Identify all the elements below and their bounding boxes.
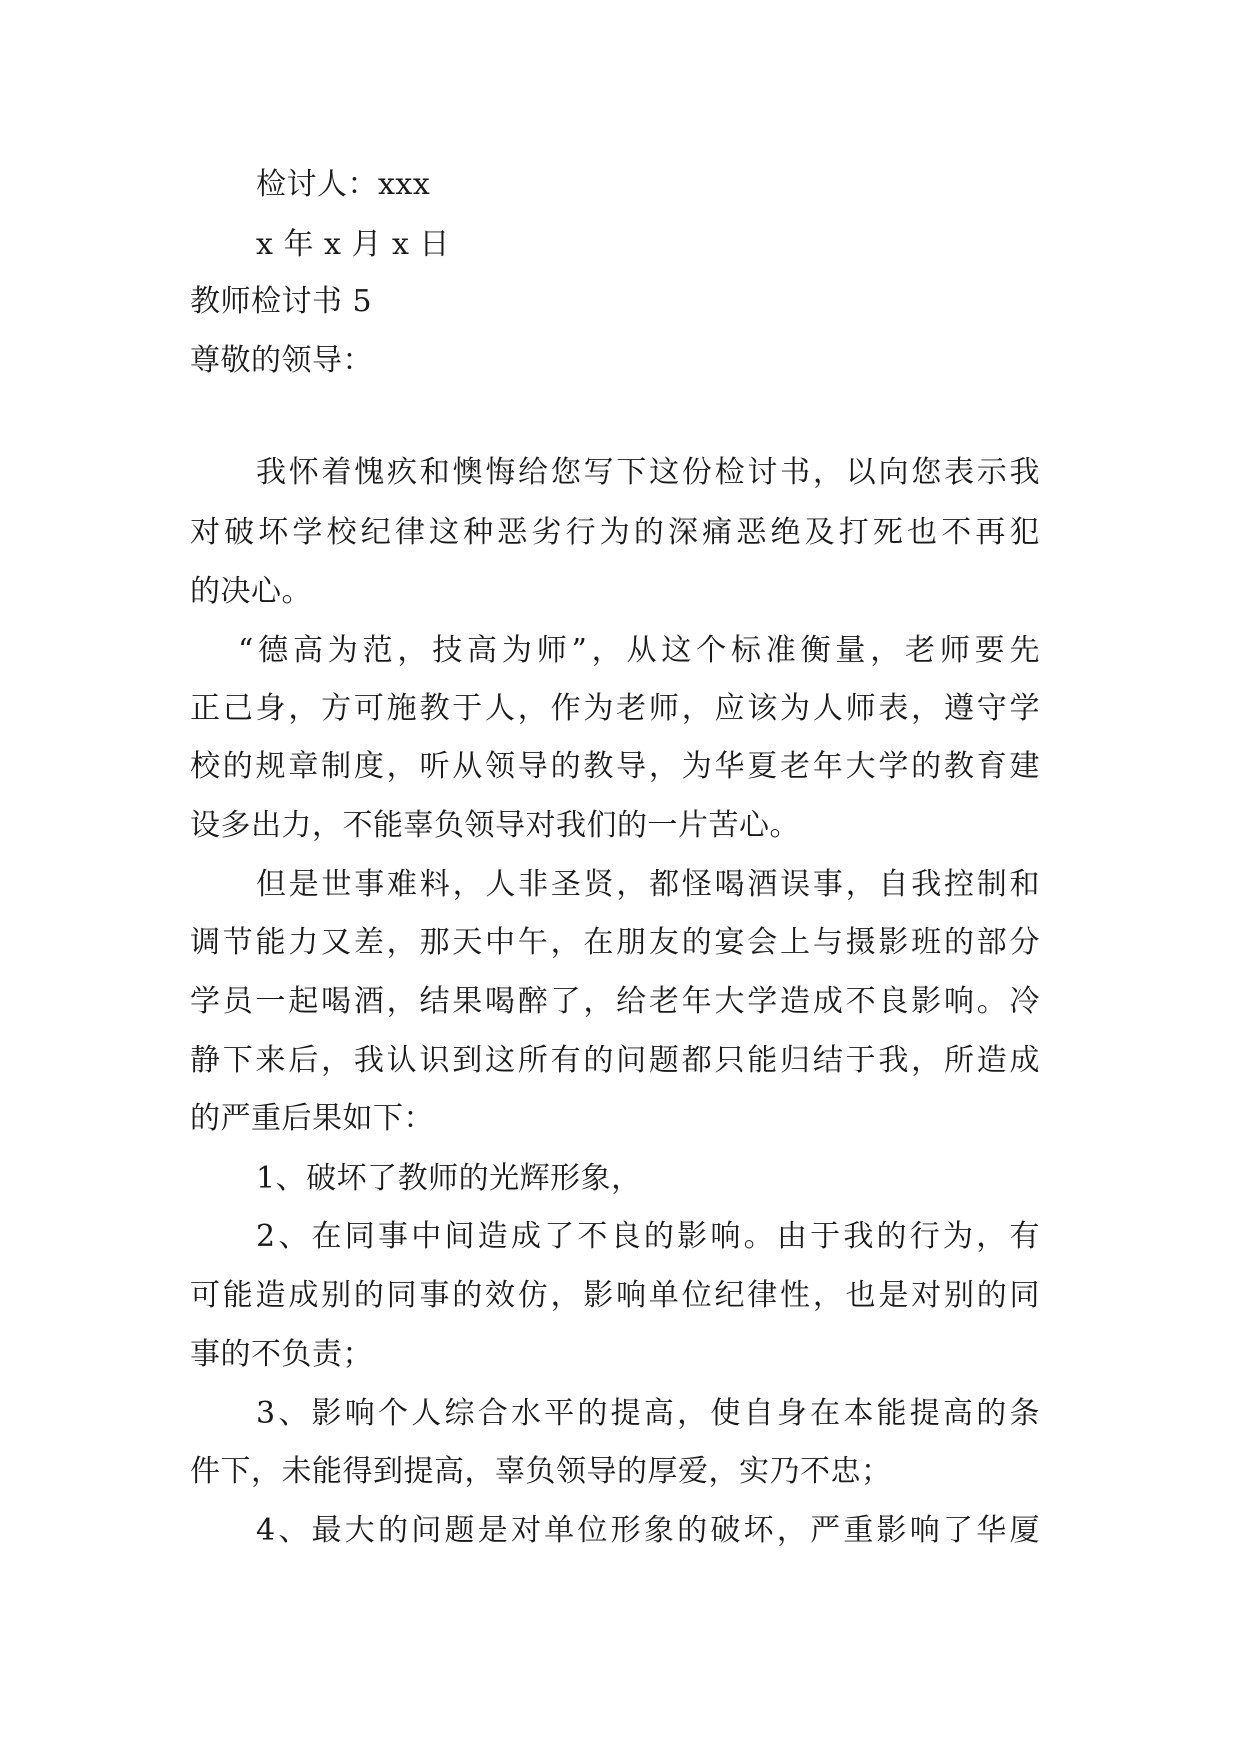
- document-title: 教师检讨书 5: [190, 284, 373, 319]
- body-line: 校的规章制度，听从领导的教导，为华夏老年大学的教育建: [190, 749, 1040, 784]
- body-line: 正己身，方可施教于人，作为老师，应该为人师表，遵守学: [190, 691, 1040, 726]
- body-line: 静下来后，我认识到这所有的问题都只能归结于我，所造成: [190, 1043, 1040, 1078]
- body-line: 的决心。: [190, 574, 312, 609]
- signature-date: x 年 x 月 x 日: [256, 227, 450, 262]
- reviewer-signature: 检讨人：xxx: [256, 167, 431, 202]
- consequence-item: 4、最大的问题是对单位形象的破坏，严重影响了华厦: [256, 1513, 1040, 1548]
- consequence-item: 2、在同事中间造成了不良的影响。由于我的行为，有: [256, 1219, 1040, 1254]
- body-line: 可能造成别的同事的效仿，影响单位纪律性，也是对别的同: [190, 1278, 1040, 1313]
- body-line: 事的不负责；: [190, 1337, 373, 1372]
- consequence-item: 1、破坏了教师的光辉形象，: [256, 1161, 642, 1196]
- body-line: 的严重后果如下：: [190, 1101, 434, 1136]
- body-line: 学员一起喝酒，结果喝醉了，给老年大学造成不良影响。冷: [190, 984, 1040, 1019]
- salutation: 尊敬的领导：: [190, 343, 373, 378]
- body-line: 设多出力，不能辜负领导对我们的一片苦心。: [190, 808, 800, 843]
- consequence-item: 3、影响个人综合水平的提高，使自身在本能提高的条: [256, 1396, 1040, 1431]
- body-line: 件下，未能得到提高，辜负领导的厚爱，实乃不忠；: [190, 1454, 892, 1489]
- body-line: 对破坏学校纪律这种恶劣行为的深痛恶绝及打死也不再犯: [190, 515, 1040, 550]
- body-line: 但是世事难料，人非圣贤，都怪喝酒误事，自我控制和: [256, 867, 1040, 902]
- body-line: “德高为范，技高为师”，从这个标准衡量，老师要先: [238, 633, 1040, 668]
- body-line: 调节能力又差，那天中午，在朋友的宴会上与摄影班的部分: [190, 925, 1040, 960]
- body-line: 我怀着愧疚和懊悔给您写下这份检讨书，以向您表示我: [256, 455, 1040, 490]
